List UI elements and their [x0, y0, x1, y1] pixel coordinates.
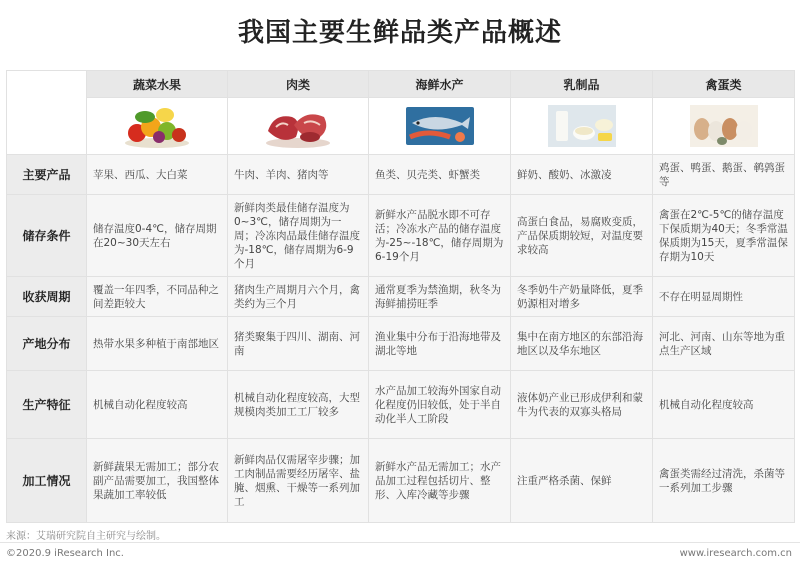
image-cell: [653, 98, 795, 155]
image-cell: [228, 98, 369, 155]
table-cell: 新鲜水产品脱水即不可存活；冷冻水产品的储存温度为-25~-18℃，储存周期为6-19个月: [369, 195, 511, 277]
column-header: 乳制品: [511, 71, 653, 98]
table-cell: 储存温度0-4℃，储存周期在20~30天左右: [87, 195, 228, 277]
column-header: 禽蛋类: [653, 71, 795, 98]
image-cell: [511, 98, 653, 155]
table-corner: [7, 71, 87, 155]
table-cell: 新鲜蔬果无需加工；部分农副产品需要加工，我国整体果蔬加工率较低: [87, 439, 228, 523]
table-cell: 热带水果多种植于南部地区: [87, 317, 228, 371]
row-header: 储存条件: [7, 195, 87, 277]
table-cell: 鲜奶、酸奶、冰激凌: [511, 155, 653, 195]
product-overview-table: [6, 70, 795, 523]
table-cell: 覆盖一年四季，不同品种之间差距较大: [87, 277, 228, 317]
table-cell: 渔业集中分布于沿海地带及湖北等地: [369, 317, 511, 371]
table-cell: 冬季奶牛产奶量降低，夏季奶源相对增多: [511, 277, 653, 317]
table-cell: 水产品加工较海外国家自动化程度仍旧较低，处于半自动化半人工阶段: [369, 371, 511, 439]
dairy-image-icon: [546, 103, 618, 149]
table-cell: 集中在南方地区的东部沿海地区以及华东地区: [511, 317, 653, 371]
table-cell: 注重严格杀菌、保鲜: [511, 439, 653, 523]
seafood-image-icon: [404, 103, 476, 149]
table-cell: 通常夏季为禁渔期，秋冬为海鲜捕捞旺季: [369, 277, 511, 317]
row-header: 收获周期: [7, 277, 87, 317]
table-cell: 不存在明显周期性: [653, 277, 795, 317]
fruit-vegetable-image-icon: [121, 103, 193, 149]
table-cell: 猪类聚集于四川、湖南、河南: [228, 317, 369, 371]
table-cell: 液体奶产业已形成伊利和蒙牛为代表的双寡头格局: [511, 371, 653, 439]
table-cell: 机械自动化程度较高，大型规模肉类加工工厂较多: [228, 371, 369, 439]
website-url[interactable]: www.iresearch.com.cn: [679, 548, 792, 559]
table-cell: 牛肉、羊肉、猪肉等: [228, 155, 369, 195]
table-cell: 机械自动化程度较高: [653, 371, 795, 439]
row-header: 加工情况: [7, 439, 87, 523]
table-cell: 猪肉生产周期月六个月，禽类约为三个月: [228, 277, 369, 317]
footer-divider: [0, 542, 800, 543]
image-cell: [369, 98, 511, 155]
row-header: 生产特征: [7, 371, 87, 439]
row-header: 主要产品: [7, 155, 87, 195]
table-cell: 鸡蛋、鸭蛋、鹅蛋、鹌鹑蛋等: [653, 155, 795, 195]
table-cell: 禽蛋类需经过清洗，杀菌等一系列加工步骤: [653, 439, 795, 523]
image-cell: [87, 98, 228, 155]
table-cell: 新鲜肉品仅需屠宰步骤；加工肉制品需要经历屠宰、盐腌、烟熏、干燥等一系列加工: [228, 439, 369, 523]
table-cell: 苹果、西瓜、大白菜: [87, 155, 228, 195]
column-header: 海鲜水产: [369, 71, 511, 98]
table-cell: 新鲜水产品无需加工；水产品加工过程包括切片、整形、入库冷藏等步骤: [369, 439, 511, 523]
table-cell: 高蛋白食品，易腐败变质，产品保质期较短，对温度要求较高: [511, 195, 653, 277]
table-cell: 河北、河南、山东等地为重点生产区域: [653, 317, 795, 371]
table-cell: 机械自动化程度较高: [87, 371, 228, 439]
row-header: 产地分布: [7, 317, 87, 371]
column-header: 蔬菜水果: [87, 71, 228, 98]
copyright: ©2020.9 iResearch Inc.: [6, 548, 124, 559]
page-title: 我国主要生鲜品类产品概述: [237, 18, 562, 48]
table-cell: 新鲜肉类最佳储存温度为0~3℃，储存周期为一周；冷冻肉品最佳储存温度为-18℃，储存周期为6-9个月: [228, 195, 369, 277]
source-note: 来源：艾瑞研究院自主研究与绘制。: [6, 531, 166, 542]
egg-image-icon: [688, 103, 760, 149]
column-header: 肉类: [228, 71, 369, 98]
table-cell: 禽蛋在2℃-5℃的储存温度下保质期为40天；冬季常温保质期为15天，夏季常温保存期为10天: [653, 195, 795, 277]
table-cell: 鱼类、贝壳类、虾蟹类: [369, 155, 511, 195]
meat-image-icon: [262, 103, 334, 149]
